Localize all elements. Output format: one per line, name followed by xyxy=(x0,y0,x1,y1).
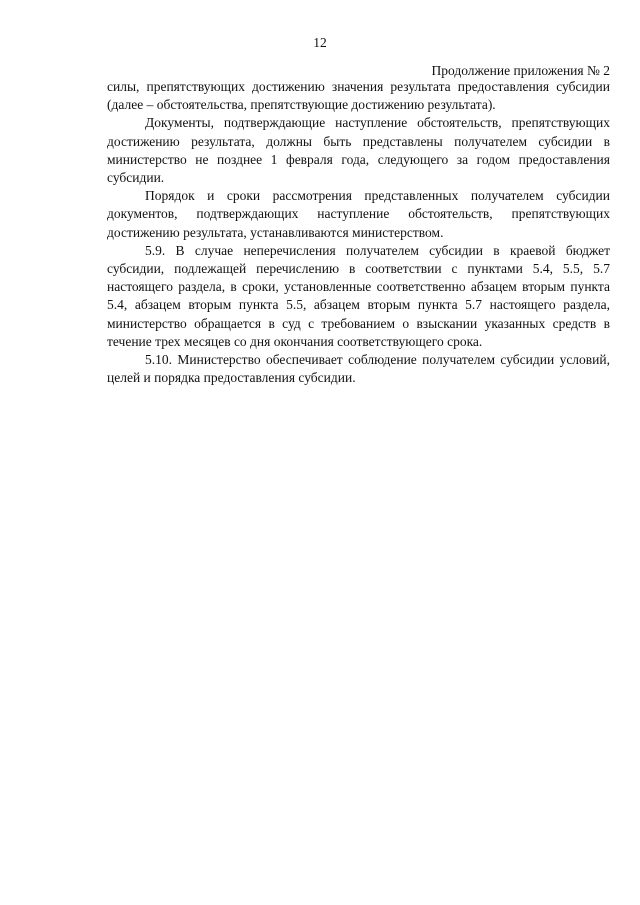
paragraph-continuation: силы, препятствующих достижению значения результата предоставления субсидии (далее – обстоятельства, препятствующие достижению результата). xyxy=(107,79,610,113)
paragraph-clause-5-10: 5.10. Министерство обеспечивает соблюдение получателем субсидии условий, целей и порядка предоставления субсидии. xyxy=(107,352,610,386)
paragraph-clause-5-9: 5.9. В случае неперечисления получателем субсидии в краевой бюджет субсидии, подлежащей перечислению в соответствии с пунктами 5.4, 5.5, 5.7 настоящего раздела, в сроки, установленные соответственно абзацем вторым пункта 5.4, абзацем вторым пункта 5.5, абзацем вторым пункта 5.7 настоящего раздела, министерство обращается в суд с требованием о взыскании указанных средств в течение трех месяцев со дня окончания соответствующего срока. xyxy=(107,242,610,349)
paragraph-documents-confirming: Документы, подтверждающие наступление обстоятельств, препятствующих достижению результата, должны быть представлены получателем субсидии в министерство не позднее 1 февраля года, следующего за годом предоставления субсидии. xyxy=(107,115,610,186)
paragraph-review-procedure: Порядок и сроки рассмотрения представленных получателем субсидии документов, подтверждающих наступление обстоятельств, препятствующих достижению результата, устанавливаются министерством. xyxy=(107,188,610,240)
document-body xyxy=(107,78,610,387)
appendix-continuation-note: Продолжение приложения № 2 xyxy=(431,63,610,78)
page-number: 12 xyxy=(313,35,327,50)
